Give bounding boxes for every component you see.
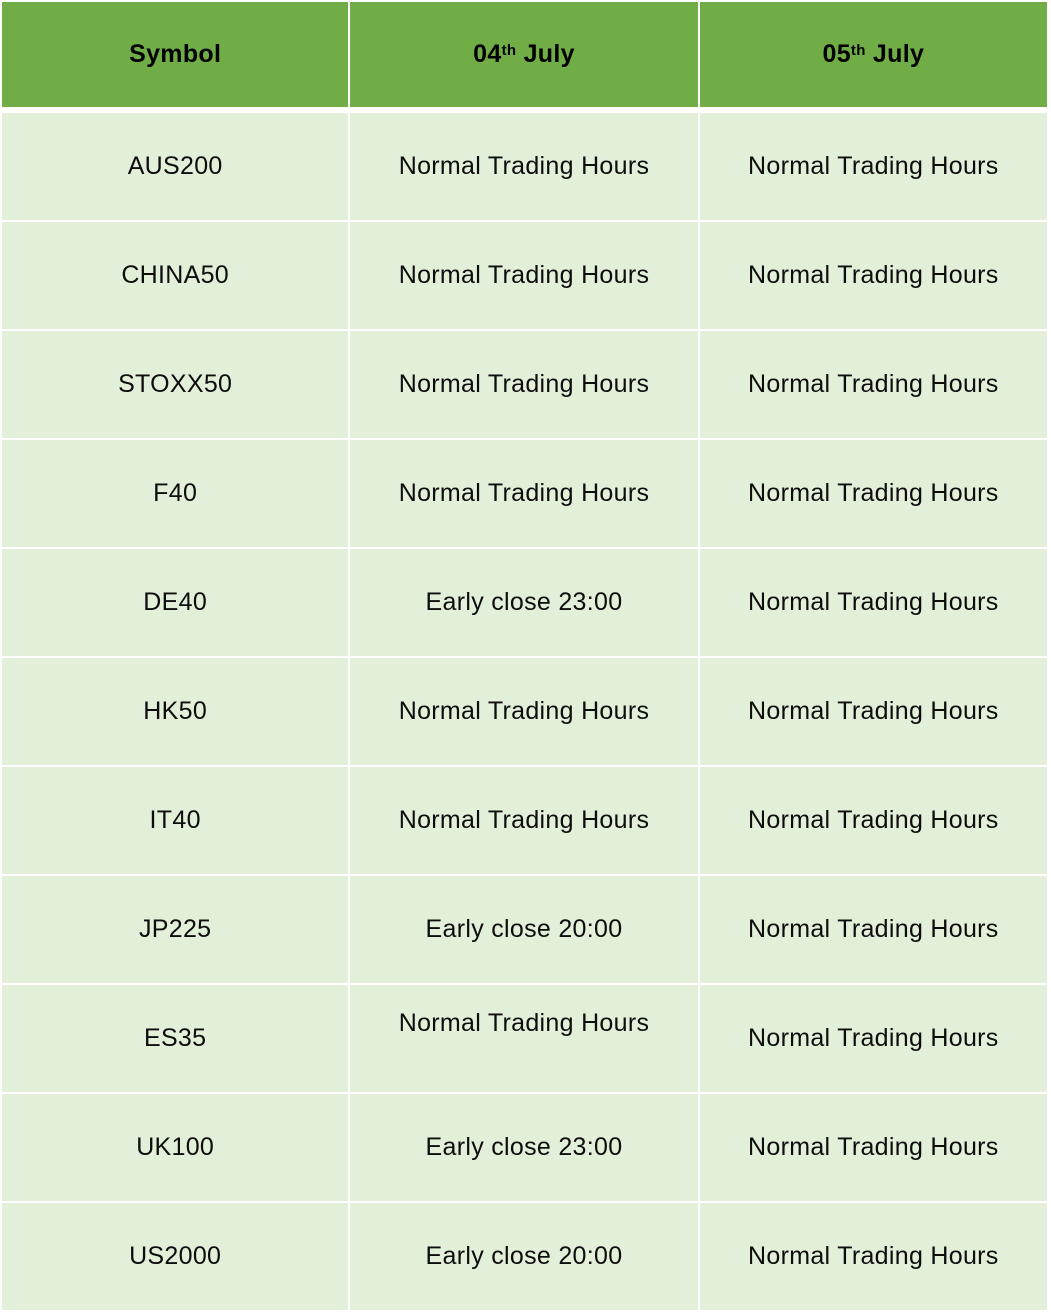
- header-day-2: [700, 2, 1047, 107]
- day-1-cell: Normal Trading Hours: [350, 440, 697, 547]
- trading-hours-table: [2, 2, 1047, 1312]
- symbol-cell: ES35: [2, 985, 348, 1092]
- table-row: [2, 985, 1047, 1092]
- day-2-cell: Normal Trading Hours: [700, 331, 1047, 438]
- symbol-cell: UK100: [2, 1094, 348, 1201]
- day-1-cell: Early close 23:00: [350, 549, 697, 656]
- symbol-cell: F40: [2, 440, 348, 547]
- header-symbol: [2, 2, 348, 107]
- table-row: [2, 222, 1047, 329]
- day-1-cell: Normal Trading Hours: [350, 985, 697, 1092]
- symbol-cell: US2000: [2, 1203, 348, 1310]
- day-1-cell: Normal Trading Hours: [350, 222, 697, 329]
- table-header-row: [2, 2, 1047, 107]
- day-2-cell: Normal Trading Hours: [700, 222, 1047, 329]
- day-2-cell: Normal Trading Hours: [700, 440, 1047, 547]
- day-2-cell: Normal Trading Hours: [700, 1094, 1047, 1201]
- day-2-cell: Normal Trading Hours: [700, 1203, 1047, 1310]
- symbol-cell: JP225: [2, 876, 348, 983]
- table-row: [2, 1203, 1047, 1310]
- table-row: [2, 767, 1047, 874]
- table-row: [2, 113, 1047, 220]
- day-1-cell: Early close 23:00: [350, 1094, 697, 1201]
- day-2-cell: Normal Trading Hours: [700, 985, 1047, 1092]
- day-2-cell: Normal Trading Hours: [700, 767, 1047, 874]
- table-row: [2, 1094, 1047, 1201]
- header-day-1-month: July: [516, 40, 575, 68]
- day-1-cell: Normal Trading Hours: [350, 331, 697, 438]
- symbol-cell: HK50: [2, 658, 348, 765]
- symbol-cell: IT40: [2, 767, 348, 874]
- symbol-cell: CHINA50: [2, 222, 348, 329]
- header-day-2-suffix: th: [850, 42, 866, 59]
- symbol-cell: STOXX50: [2, 331, 348, 438]
- header-day-2-number: 05: [822, 40, 851, 68]
- day-2-cell: Normal Trading Hours: [700, 549, 1047, 656]
- header-symbol-label: Symbol: [129, 40, 222, 68]
- table-row: [2, 658, 1047, 765]
- table-row: [2, 876, 1047, 983]
- table-row: [2, 440, 1047, 547]
- day-2-cell: Normal Trading Hours: [700, 876, 1047, 983]
- header-day-2-month: July: [865, 40, 925, 68]
- day-2-cell: Normal Trading Hours: [700, 113, 1047, 220]
- day-2-cell: Normal Trading Hours: [700, 658, 1047, 765]
- day-1-cell: Normal Trading Hours: [350, 767, 697, 874]
- day-1-cell: Normal Trading Hours: [350, 113, 697, 220]
- day-1-cell: Early close 20:00: [350, 876, 697, 983]
- header-day-1: [350, 2, 697, 107]
- header-day-1-suffix: th: [501, 42, 517, 59]
- day-1-cell: Early close 20:00: [350, 1203, 697, 1310]
- symbol-cell: AUS200: [2, 113, 348, 220]
- day-1-cell: Normal Trading Hours: [350, 658, 697, 765]
- symbol-cell: DE40: [2, 549, 348, 656]
- header-day-1-number: 04: [473, 40, 502, 68]
- table-row: [2, 549, 1047, 656]
- table-row: [2, 331, 1047, 438]
